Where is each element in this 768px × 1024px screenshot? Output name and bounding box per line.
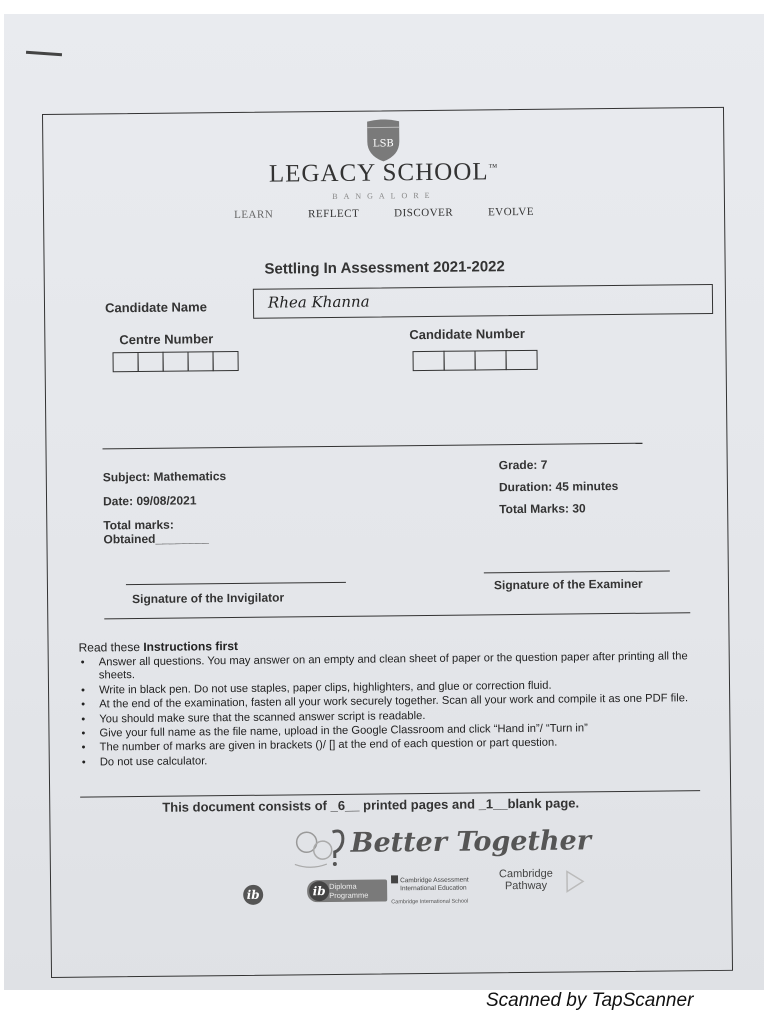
centre-digit-box[interactable] (187, 351, 213, 371)
candidate-digit-box[interactable] (413, 351, 445, 371)
pathway-chevron-icon (565, 869, 585, 893)
instruction-item: • Do not use calculator. (80, 750, 710, 770)
dp-line-2: Programme (329, 890, 369, 901)
grade-info: Grade: 7 (498, 457, 548, 473)
signature-divider (104, 612, 690, 619)
examiner-signature-line (484, 570, 670, 573)
instructions-heading (79, 639, 239, 655)
cambridge-assessment-line-2: International Education (400, 884, 467, 893)
centre-digit-box[interactable] (137, 352, 163, 372)
motto-discover: DISCOVER (394, 206, 454, 220)
svg-text:LSB: LSB (372, 138, 394, 150)
trademark-symbol: ™ (488, 161, 499, 172)
school-name (44, 156, 724, 191)
ib-logo-icon: ib (243, 885, 263, 905)
instruction-item: • Answer all questions. You may answer on an empty and clean sheet of paper or the question paper after printing all the sheets. (79, 650, 709, 683)
motto-learn: LEARN (234, 208, 274, 221)
cambridge-shield-icon (391, 875, 398, 883)
instructions-heading-bold: Instructions first (143, 638, 239, 654)
cambridge-pathway-line-2: Pathway (504, 879, 548, 893)
scanned-page (4, 14, 764, 990)
candidate-name-handwriting: Rhea Khanna (267, 292, 370, 312)
instruction-item: • The number of marks are given in brackets ()/ [] at the end of each question or part question. (80, 735, 710, 755)
ib-dp-logo-icon: ib (309, 881, 329, 901)
candidate-number-boxes[interactable] (414, 350, 538, 371)
instruction-item: • Write in black pen. Do not use staples, paper clips, highlighters, and glue or correction fluid. (79, 678, 709, 698)
cambridge-pathway-logo (499, 868, 553, 893)
examiner-signature-label: Signature of the Examiner (493, 576, 643, 593)
stray-pen-mark (26, 51, 62, 57)
total-marks-obtained-label: Total marks: (103, 517, 174, 533)
subject-info: Subject: Mathematics (102, 469, 227, 485)
invigilator-signature-label: Signature of the Invigilator (132, 590, 285, 607)
header-divider (103, 443, 643, 450)
school-motto (234, 206, 534, 221)
candidate-digit-box[interactable] (444, 350, 476, 370)
candidate-number-label: Candidate Number (409, 325, 525, 343)
cambridge-school-label: Cambridge International School (391, 898, 469, 906)
centre-number-label: Centre Number (119, 331, 214, 348)
school-crest-icon (363, 119, 403, 163)
centre-digit-box[interactable] (112, 352, 138, 372)
motto-evolve: EVOLVE (487, 205, 535, 219)
school-city: BANGALORE (332, 190, 436, 201)
cambridge-assessment-line-1: Cambridge Assessment (400, 876, 469, 885)
candidate-digit-box[interactable] (475, 350, 507, 370)
instructions-list (79, 650, 710, 771)
total-marks-info: Total Marks: 30 (499, 501, 586, 517)
cambridge-assessment-logo (391, 875, 469, 894)
obtained-marks-blank: Obtained________ (103, 531, 209, 547)
date-info: Date: 09/08/2021 (102, 493, 197, 509)
instruction-item: • Give your full name as the file name, upload in the Google Classroom and click “Hand in”/ “Turn in” (79, 721, 709, 741)
centre-digit-box[interactable] (162, 351, 188, 371)
ib-diploma-programme-badge (307, 879, 387, 902)
better-together-doodle-icon (286, 824, 351, 875)
instruction-item: • At the end of the examination, fasten all your work securely together. Scan all your work and compile it as one PDF file. (79, 692, 709, 712)
school-name-text: LEGACY SCHOOL (268, 158, 489, 188)
centre-digit-box[interactable] (212, 351, 238, 371)
instruction-item: • You should make sure that the scanned answer script is readable. (79, 707, 709, 727)
scanner-watermark: Scanned by TapScanner (486, 990, 694, 1011)
invigilator-signature-line (126, 582, 346, 585)
motto-reflect: REFLECT (308, 207, 360, 221)
assessment-cover-sheet (42, 107, 733, 978)
page-count-statement: This document consists of _6__ printed pages and _1__blank page. (162, 795, 580, 815)
candidate-name-label: Candidate Name (104, 299, 207, 316)
instructions-heading-prefix: Read these (78, 639, 144, 655)
candidate-name-field[interactable] (253, 284, 713, 319)
cambridge-pathway-line-1: Cambridge (498, 867, 553, 881)
centre-number-boxes[interactable] (113, 351, 238, 372)
duration-info: Duration: 45 minutes (498, 478, 619, 495)
better-together-tagline: Better Together (350, 825, 592, 859)
dp-line-1: Diploma (329, 881, 357, 892)
assessment-title: Settling In Assessment 2021-2022 (264, 258, 505, 278)
candidate-digit-box[interactable] (505, 350, 537, 370)
